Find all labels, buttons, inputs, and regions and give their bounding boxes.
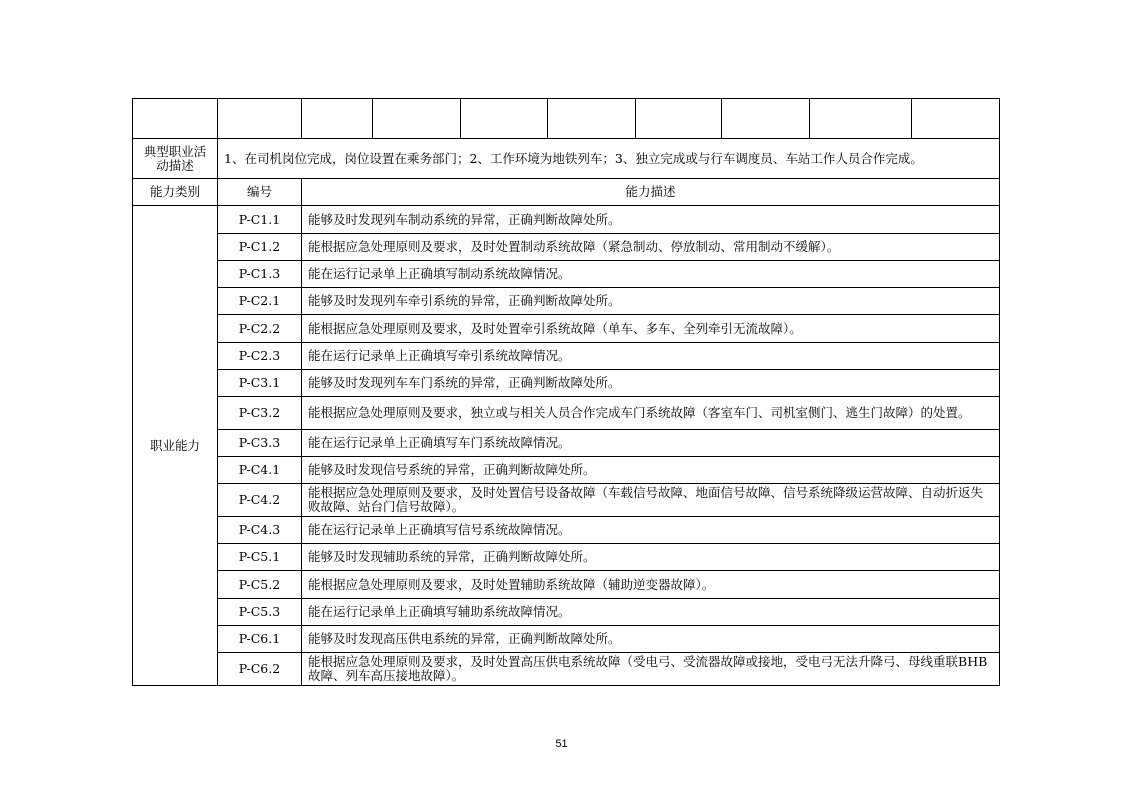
- category-cell: 职业能力: [133, 206, 218, 686]
- row-description: 能根据应急处理原则及要求，及时处置高压供电系统故障（受电弓、受流器故障或接地，受电弓无法升降弓、母线重联BHB故障、列车高压接地故障）。: [302, 653, 1000, 686]
- table-row: [133, 397, 1000, 430]
- row-code: P-C6.1: [218, 626, 302, 653]
- blank-cell: [461, 99, 548, 139]
- row-description: 能在运行记录单上正确填写制动系统故障情况。: [302, 261, 1000, 288]
- blank-cell: [722, 99, 810, 139]
- row-description: 能够及时发现列车牵引系统的异常，正确判断故障处所。: [302, 288, 1000, 315]
- row-description: 能在运行记录单上正确填写牵引系统故障情况。: [302, 343, 1000, 370]
- row-description: 能够及时发现列车车门系统的异常，正确判断故障处所。: [302, 370, 1000, 397]
- row-description: 能够及时发现信号系统的异常，正确判断故障处所。: [302, 457, 1000, 484]
- row-description: 能够及时发现高压供电系统的异常，正确判断故障处所。: [302, 626, 1000, 653]
- table-row: [133, 571, 1000, 599]
- header-category: 能力类别: [133, 179, 218, 206]
- activity-description: 1、在司机岗位完成，岗位设置在乘务部门；2、工作环境为地铁列车；3、独立完成或与行车调度员、车站工作人员合作完成。: [218, 139, 1000, 179]
- table-top-blank-row: [133, 99, 1000, 139]
- competency-table: [132, 98, 1000, 686]
- row-code: P-C4.1: [218, 457, 302, 484]
- activity-label: 典型职业活动描述: [133, 139, 218, 179]
- blank-cell: [636, 99, 722, 139]
- row-code: P-C4.3: [218, 517, 302, 544]
- header-code: 编号: [218, 179, 302, 206]
- table-row: [133, 484, 1000, 517]
- row-code: P-C4.2: [218, 484, 302, 517]
- table-row: [133, 599, 1000, 626]
- blank-cell: [133, 99, 218, 139]
- table-row: [133, 234, 1000, 261]
- table-row: [133, 457, 1000, 484]
- blank-cell: [912, 99, 1000, 139]
- row-description: 能根据应急处理原则及要求，及时处置牵引系统故障（单车、多车、全列牵引无流故障）。: [302, 315, 1000, 343]
- row-code: P-C5.3: [218, 599, 302, 626]
- blank-cell: [373, 99, 461, 139]
- blank-cell: [302, 99, 373, 139]
- row-code: P-C1.2: [218, 234, 302, 261]
- row-code: P-C2.2: [218, 315, 302, 343]
- row-description: 能在运行记录单上正确填写信号系统故障情况。: [302, 517, 1000, 544]
- table-row: [133, 626, 1000, 653]
- row-code: P-C3.2: [218, 397, 302, 430]
- row-description: 能够及时发现列车制动系统的异常，正确判断故障处所。: [302, 206, 1000, 234]
- row-description: 能根据应急处理原则及要求，及时处置制动系统故障（紧急制动、停放制动、常用制动不缓解）。: [302, 234, 1000, 261]
- table-row: [133, 206, 1000, 234]
- blank-cell: [218, 99, 302, 139]
- blank-cell: [810, 99, 912, 139]
- table-row: [133, 315, 1000, 343]
- table-row: [133, 430, 1000, 457]
- row-description: 能根据应急处理原则及要求，及时处置辅助系统故障（辅助逆变器故障）。: [302, 571, 1000, 599]
- row-code: P-C5.1: [218, 544, 302, 571]
- table-row: [133, 343, 1000, 370]
- row-description: 能在运行记录单上正确填写辅助系统故障情况。: [302, 599, 1000, 626]
- row-code: P-C2.1: [218, 288, 302, 315]
- row-description: 能根据应急处理原则及要求，及时处置信号设备故障（车载信号故障、地面信号故障、信号系统降级运营故障、自动折返失败故障、站台门信号故障）。: [302, 484, 1000, 517]
- blank-cell: [548, 99, 636, 139]
- table-row: [133, 544, 1000, 571]
- table-row: [133, 261, 1000, 288]
- table-row: [133, 653, 1000, 686]
- row-code: P-C5.2: [218, 571, 302, 599]
- table-row: [133, 370, 1000, 397]
- header-row: [133, 179, 1000, 206]
- row-description: 能够及时发现辅助系统的异常，正确判断故障处所。: [302, 544, 1000, 571]
- header-description: 能力描述: [302, 179, 1000, 206]
- activity-row: [133, 139, 1000, 179]
- page-number: 51: [555, 738, 568, 750]
- row-code: P-C1.1: [218, 206, 302, 234]
- row-description: 能在运行记录单上正确填写车门系统故障情况。: [302, 430, 1000, 457]
- row-description: 能根据应急处理原则及要求，独立或与相关人员合作完成车门系统故障（客室车门、司机室侧门、逃生门故障）的处置。: [302, 397, 1000, 430]
- row-code: P-C1.3: [218, 261, 302, 288]
- table-row: [133, 288, 1000, 315]
- row-code: P-C3.3: [218, 430, 302, 457]
- row-code: P-C6.2: [218, 653, 302, 686]
- table-row: [133, 517, 1000, 544]
- row-code: P-C2.3: [218, 343, 302, 370]
- row-code: P-C3.1: [218, 370, 302, 397]
